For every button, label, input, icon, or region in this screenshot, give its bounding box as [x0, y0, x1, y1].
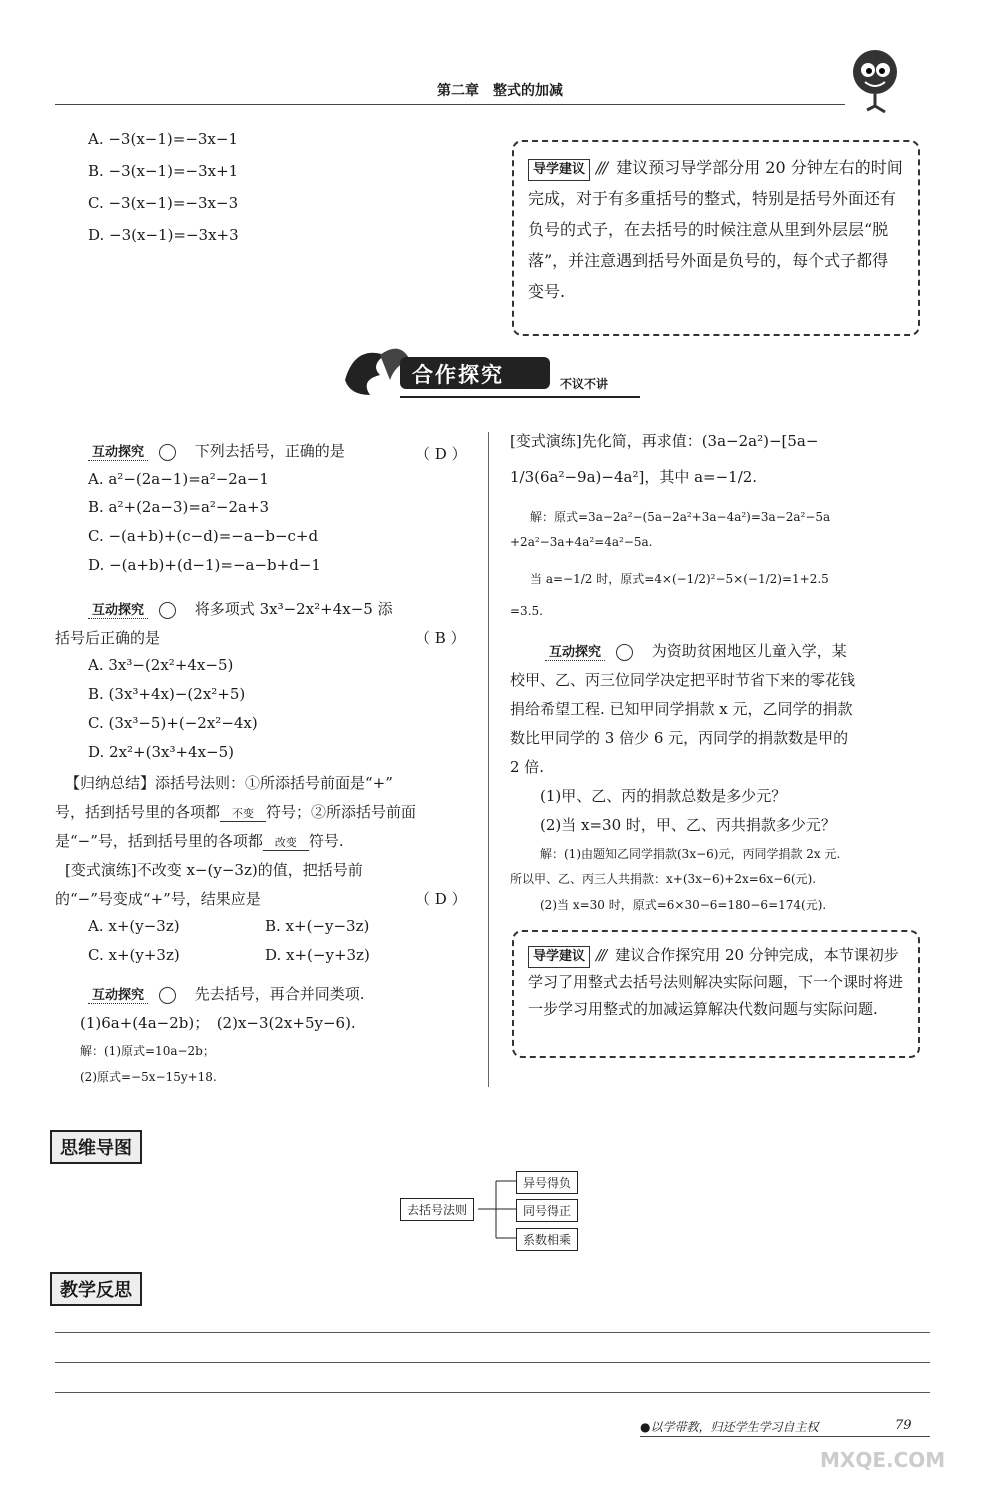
q1-option-b: B. a²+(2a−3)=a²−2a+3	[88, 498, 270, 516]
banner-subtitle: 不议不讲	[560, 377, 609, 391]
q4-solution-3: (2)当 x=30 时，原式=6×30−6=180−6=174(元).	[540, 898, 827, 912]
reflection-line	[55, 1392, 930, 1393]
mindmap-root: 去括号法则	[400, 1198, 474, 1221]
variant-line-1: [变式演练]不改变 x−(y−3z)的值，把括号前	[65, 861, 363, 879]
q1-stem-line	[88, 440, 345, 461]
q2-answer: （ B ）	[415, 629, 466, 647]
number-circle-icon	[159, 987, 176, 1004]
prev-option-b: B. −3(x−1)=−3x+1	[88, 162, 239, 180]
footer-rule	[640, 1436, 930, 1437]
q4-line-2: 校甲、乙、丙三位同学决定把平时节省下来的零花钱	[510, 671, 856, 689]
q4-solution-1: 解：(1)由题知乙同学捐款(3x−6)元，丙同学捐款 2x 元.	[540, 847, 841, 861]
q4-line-1: 为资助贫困地区儿童入学，某	[651, 642, 847, 660]
q4-part-2: (2)当 x=30 时，甲、乙、丙共捐款多少元？	[540, 816, 836, 834]
mindmap-child: 同号得正	[516, 1199, 578, 1222]
variant-line-2: 的“−”号变成“+”号，结果应是	[55, 890, 261, 908]
summary-text: 号，括到括号里的各项都	[55, 803, 221, 821]
mascot-icon	[845, 40, 915, 115]
summary-blank-2: 改变	[263, 834, 309, 851]
footer-slogan: ●以学带教，归还学生学习自主权	[640, 1420, 819, 1434]
q4-line-3: 捐给希望工程. 已知甲同学捐款 x 元，乙同学的捐款	[510, 700, 853, 718]
q3-items: (1)6a+(4a−2b)； (2)x−3(2x+5y−6).	[80, 1014, 356, 1032]
summary-line-1: 【归纳总结】添括号法则：①所添括号前面是“+”	[65, 774, 393, 792]
number-circle-icon	[159, 602, 176, 619]
q1-stem: 下列去括号，正确的是	[194, 442, 345, 460]
interactive-badge: 互动探究	[545, 641, 605, 661]
prev-option-d: D. −3(x−1)=−3x+3	[88, 226, 239, 244]
variant-option-c: C. x+(y+3z)	[88, 946, 180, 964]
q2-option-c: C. (3x³−5)+(−2x²−4x)	[88, 714, 258, 732]
reflection-line	[55, 1362, 930, 1363]
prev-option-c: C. −3(x−1)=−3x−3	[88, 194, 239, 212]
summary-line-2	[55, 801, 416, 822]
reflection-tag: 教学反思	[50, 1272, 142, 1306]
variant-option-d: D. x+(−y+3z)	[265, 946, 370, 964]
q2-stem-2: 括号后正确的是	[55, 629, 161, 647]
header-rule	[55, 104, 845, 105]
summary-text: 符号.	[308, 832, 344, 850]
q3-stem-line	[88, 983, 365, 1004]
mindmap-tag: 思维导图	[50, 1130, 142, 1164]
summary-line-3	[55, 830, 344, 851]
q3-stem: 先去括号，再合并同类项.	[194, 985, 365, 1003]
q1-option-a: A. a²−(2a−1)=a²−2a−1	[88, 470, 269, 488]
interactive-badge: 互动探究	[88, 984, 148, 1004]
chapter-title: 第二章 整式的加减	[437, 83, 563, 99]
stripes-icon: ///	[596, 946, 606, 964]
study-tip-box-2	[512, 930, 920, 1058]
reflection-line	[55, 1332, 930, 1333]
q3-solution-1: 解：(1)原式=10a−2b；	[80, 1044, 215, 1058]
q4-solution-2: 所以甲、乙、丙三人共捐款：x+(3x−6)+2x=6x−6(元).	[510, 872, 817, 886]
q1-answer: （ D ）	[415, 445, 467, 463]
study-tip-label: 导学建议	[528, 946, 590, 968]
watermark: MXQE.COM	[820, 1448, 946, 1472]
q1-option-d: D. −(a+b)+(d−1)=−a−b+d−1	[88, 556, 321, 574]
variant-answer: （ D ）	[415, 890, 467, 908]
number-circle-icon	[159, 444, 176, 461]
q1-option-c: C. −(a+b)+(c−d)=−a−b−c+d	[88, 527, 319, 545]
right-variant-line-1: [变式演练]先化简，再求值：(3a−2a²)−[5a−	[510, 432, 819, 450]
right-solution-4: =3.5.	[510, 604, 543, 618]
summary-blank-1: 不变	[220, 805, 266, 822]
summary-text: 是“−”号，括到括号里的各项都	[55, 832, 263, 850]
mindmap-child: 异号得负	[516, 1171, 578, 1194]
right-solution-1: 解：原式=3a−2a²−(5a−2a²+3a−4a²)=3a−2a²−5a	[530, 510, 831, 524]
mindmap-child: 系数相乘	[516, 1228, 578, 1251]
q2-option-a: A. 3x³−(2x²+4x−5)	[88, 656, 234, 674]
right-solution-2: +2a²−3a+4a²=4a²−5a.	[510, 535, 653, 549]
study-tip-box	[512, 140, 920, 336]
column-divider	[488, 432, 489, 1087]
banner-title: 合作探究	[412, 363, 504, 387]
section-banner	[340, 335, 640, 415]
interactive-badge: 互动探究	[88, 599, 148, 619]
summary-text: 符号；②所添括号前面	[266, 803, 417, 821]
right-variant-line-2: 1/3(6a²−9a)−4a²]，其中 a=−1/2.	[510, 468, 758, 486]
right-solution-3: 当 a=−1/2 时，原式=4×(−1/2)²−5×(−1/2)=1+2.5	[530, 572, 829, 586]
study-tip-label: 导学建议	[528, 159, 590, 181]
number-circle-icon	[616, 644, 633, 661]
prev-option-a: A. −3(x−1)=−3x−1	[88, 130, 239, 148]
study-tip-text: 建议合作探究用 20 分钟完成，本节课初步学习了用整式去括号法则解决实际问题，下一个课时将进一步学习用整式的加减运算解决代数问题与实际问题.	[528, 946, 904, 1018]
page-number: 79	[895, 1418, 912, 1433]
q4-stem-line	[545, 640, 847, 661]
variant-option-b: B. x+(−y−3z)	[265, 917, 370, 935]
stripes-icon: ///	[596, 158, 607, 177]
q4-part-1: (1)甲、乙、丙的捐款总数是多少元？	[540, 787, 787, 805]
q4-line-4: 数比甲同学的 3 倍少 6 元，丙同学的捐款数是甲的	[510, 729, 849, 747]
interactive-badge: 互动探究	[88, 441, 148, 461]
q3-solution-2: (2)原式=−5x−15y+18.	[80, 1070, 217, 1084]
q2-option-d: D. 2x²+(3x³+4x−5)	[88, 743, 235, 761]
variant-option-a: A. x+(y−3z)	[88, 917, 180, 935]
mindmap-connector	[478, 1170, 518, 1250]
q2-stem: 将多项式 3x³−2x²+4x−5 添	[194, 600, 393, 618]
q4-line-5: 2 倍.	[510, 758, 545, 776]
q2-option-b: B. (3x³+4x)−(2x²+5)	[88, 685, 246, 703]
study-tip-text: 建议预习导学部分用 20 分钟左右的时间完成，对于有多重括号的整式，特别是括号外面还有负号的式子，在去括号的时候注意从里到外层层“脱落”，并注意遇到括号外面是负号的，每个式子都得变号.	[528, 158, 903, 301]
q2-stem-line	[88, 598, 393, 619]
